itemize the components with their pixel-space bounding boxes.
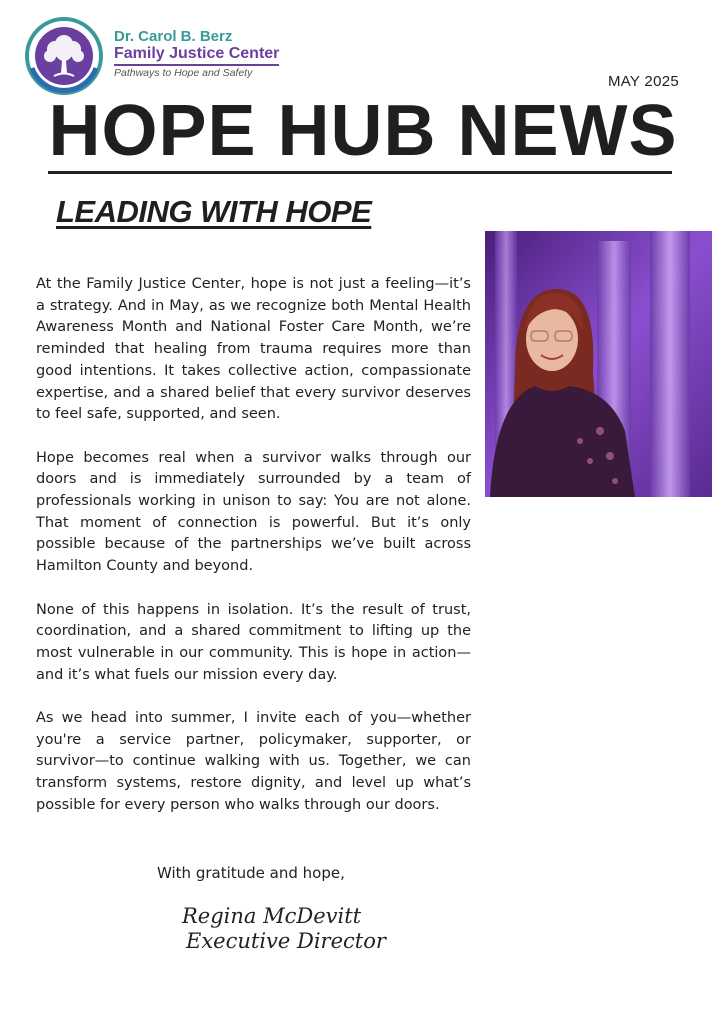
tree-logo-icon	[24, 16, 104, 96]
masthead-divider	[48, 171, 672, 174]
director-photo	[485, 231, 712, 497]
signature-block	[182, 904, 386, 954]
logo	[24, 16, 324, 96]
article-paragraph: None of this happens in isolation. It’s the result of trust, coordination, and a shared commitment to lifting up the most vulnerable in our community. This is hope in action—and it’s what fuels our mission every day.	[36, 601, 471, 683]
signature-name: Regina McDevitt	[182, 904, 362, 928]
signature-title: Executive Director	[186, 929, 386, 953]
org-tagline: Pathways to Hope and Safety	[114, 67, 253, 79]
org-name-line2: Family Justice Center	[114, 45, 279, 66]
issue-date: MAY 2025	[607, 73, 679, 90]
org-name-line1: Dr. Carol B. Berz	[114, 28, 233, 45]
masthead-title: HOPE HUB NEWS	[48, 91, 678, 171]
article-title: LEADING WITH HOPE	[56, 194, 372, 229]
article-paragraph: Hope becomes real when a survivor walks through our doors and is immediately surrounded by a team of professionals working in unison to say: You are not alone. That moment of connection is powerful. But it’s only possible because of the partnerships we’ve built across Hamilton County and beyond.	[36, 449, 471, 575]
article-body	[36, 274, 471, 838]
closing-line: With gratitude and hope,	[157, 864, 345, 882]
article-paragraph: As we head into summer, I invite each of you—whether you're a service partner, policymaker, supporter, or survivor—to continue walking with us. Together, we can transform systems, restore dignity, and level up what’s possible for every person who walks through our doors.	[36, 710, 471, 813]
article-paragraph: At the Family Justice Center, hope is not just a feeling—it’s a strategy. And in May, as we recognize both Mental Health Awareness Month and National Foster Care Month, we’re reminded that healing from trauma requires more than good intentions. It takes collective action, compassionate expertise, and a shared belief that every survivor deserves to feel safe, supported, and seen.	[36, 276, 471, 423]
